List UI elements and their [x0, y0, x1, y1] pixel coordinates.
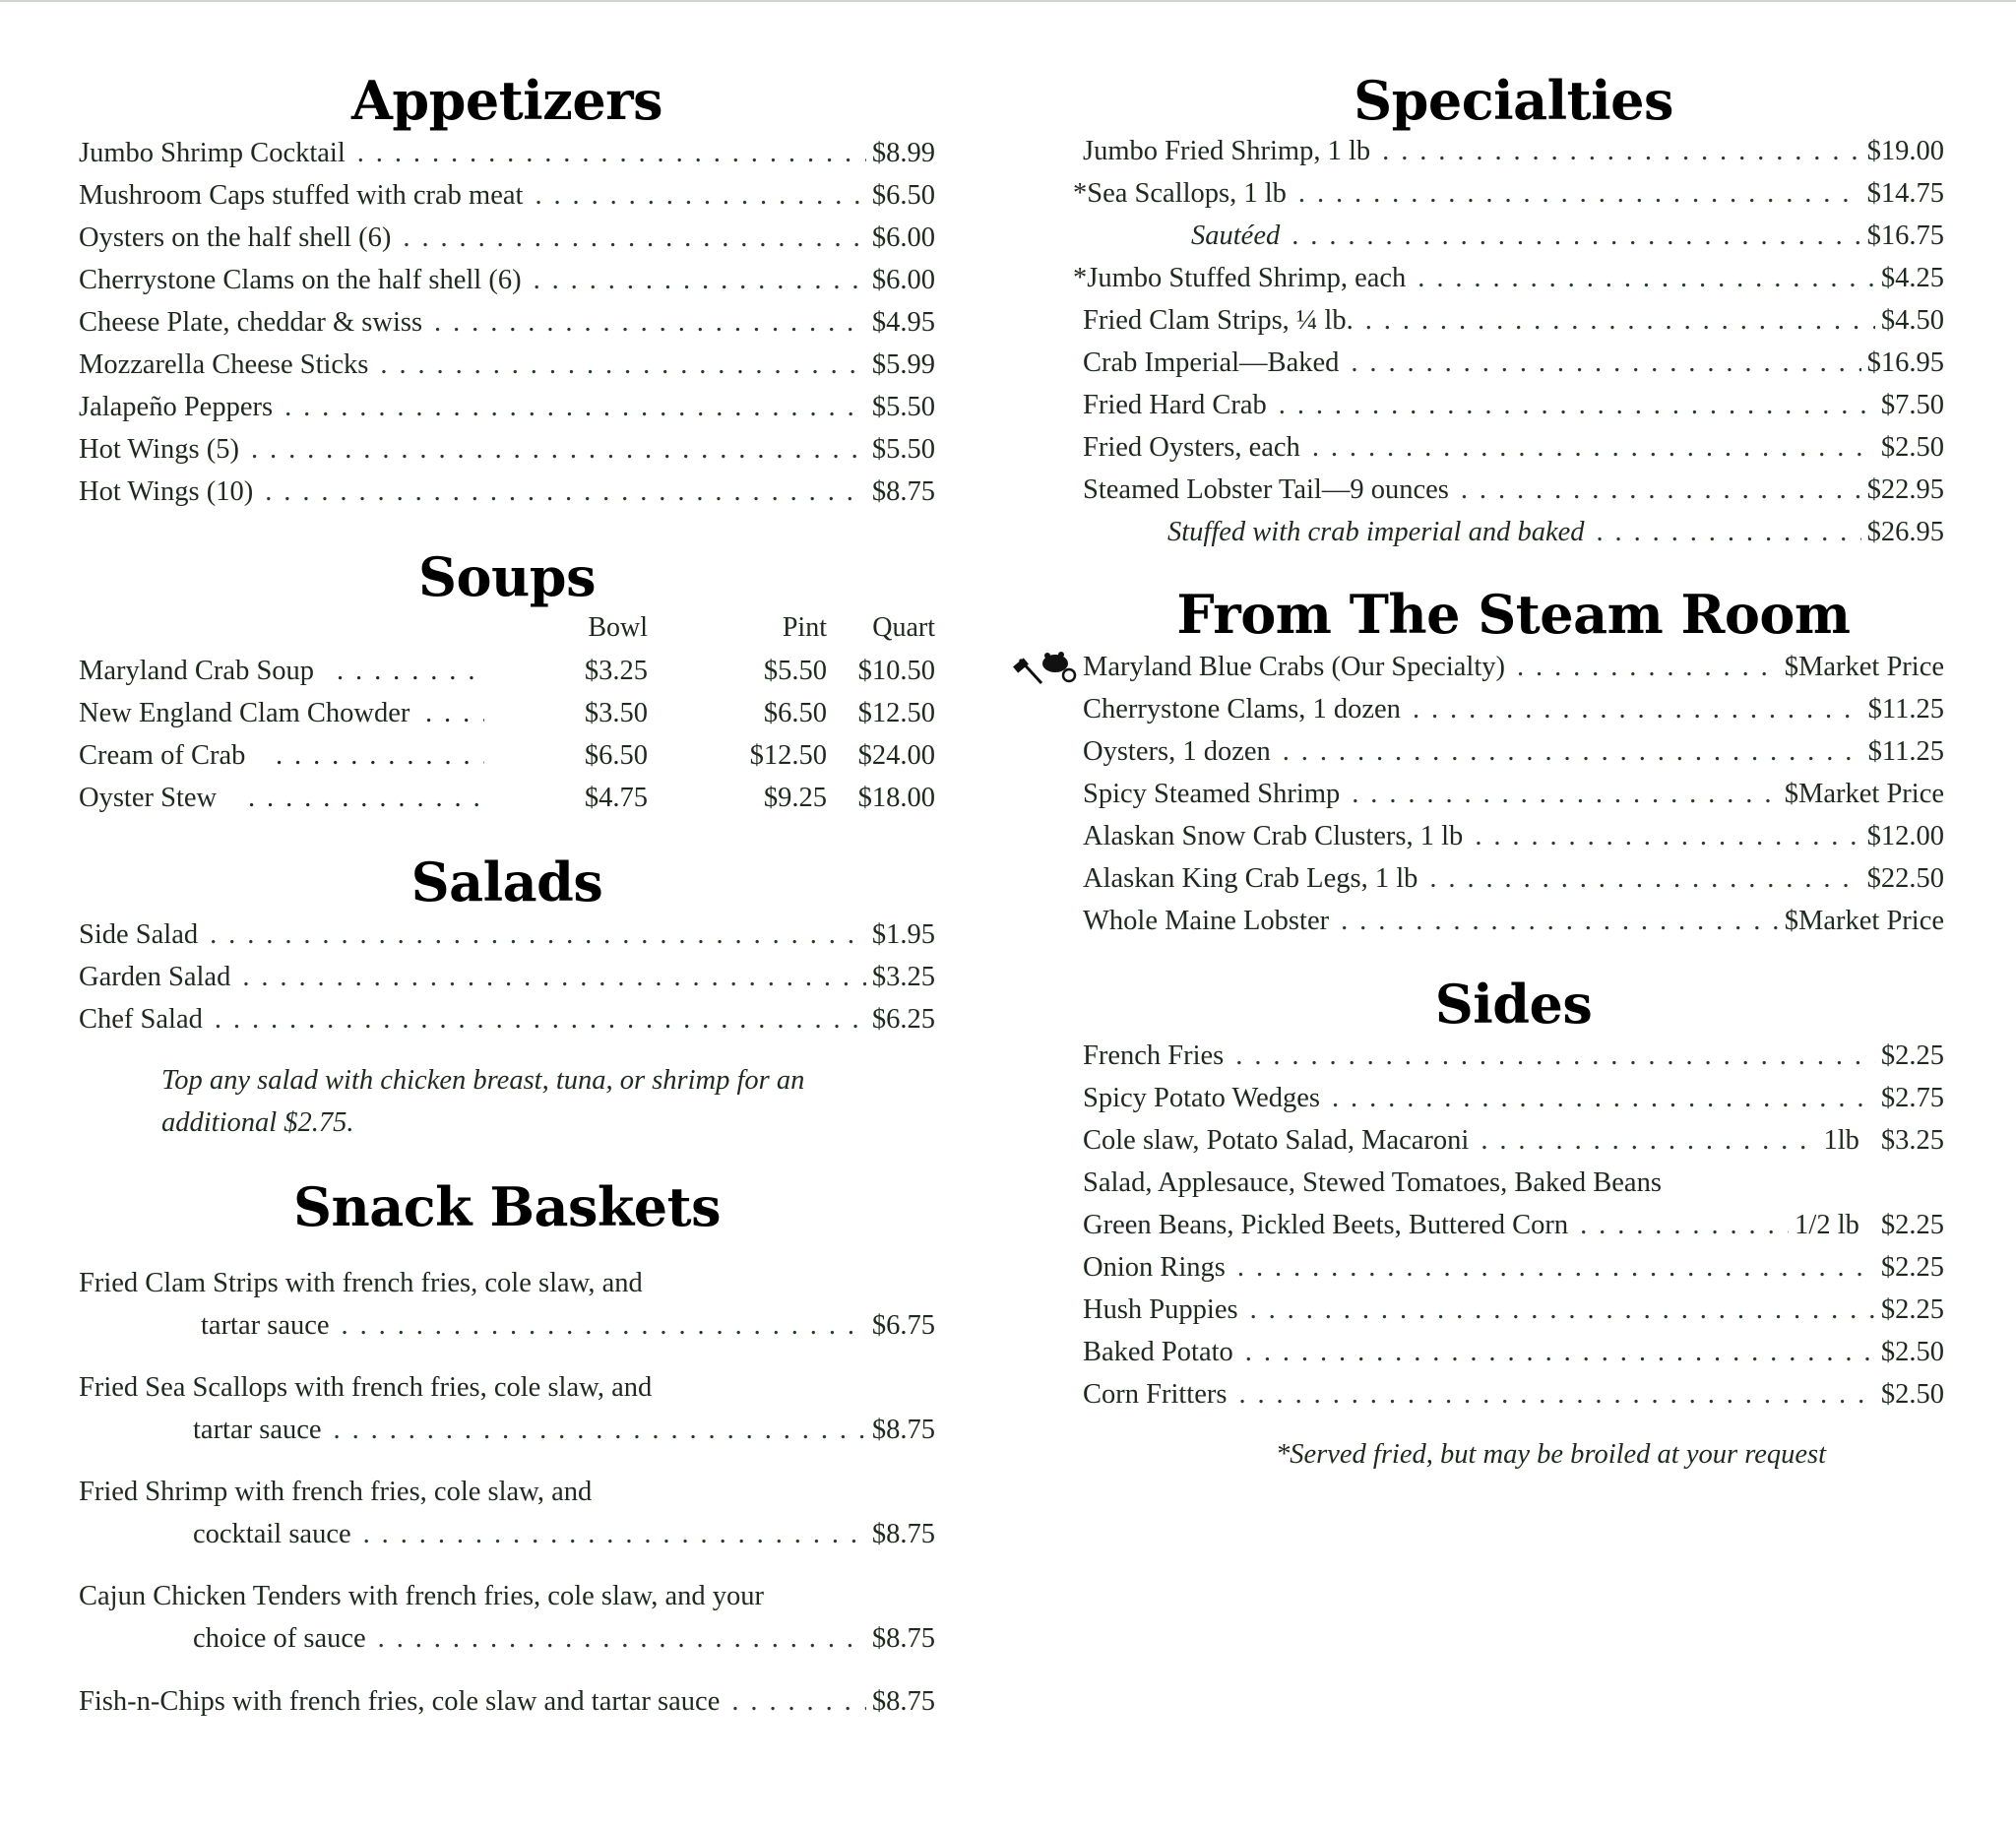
basket-item-line1: Fried Sea Scallops with french fries, cole slaw, and	[79, 1372, 653, 1403]
menu-item: Crab Imperial—Baked . . . $16.95	[1083, 342, 1944, 384]
menu-item: Mozzarella Cheese Sticks . . . $5.99	[79, 344, 935, 386]
soup-col-quart: Quart	[872, 612, 935, 643]
soups-title: Soups	[418, 545, 596, 608]
top-border-line	[0, 0, 2016, 2]
menu-item: Alaskan Snow Crab Clusters, 1 lb . . . $12.00	[1083, 815, 1944, 857]
menu-item: Whole Maine Lobster . . . $Market Price	[1083, 900, 1944, 942]
menu-item: Oysters on the half shell (6) . . . $6.00	[79, 217, 935, 259]
menu-item: Jumbo Shrimp Cocktail . . . $8.99	[79, 132, 935, 174]
menu-item: French Fries . . . $2.25	[1083, 1035, 1944, 1077]
menu-item: Corn Fritters . . . $2.50	[1083, 1373, 1944, 1416]
menu-item: Spicy Potato Wedges . . . $2.75	[1083, 1077, 1944, 1119]
menu-item: Spicy Steamed Shrimp . . . $Market Price	[1083, 773, 1944, 815]
menu-item: Jalapeño Peppers . . . $5.50	[79, 386, 935, 428]
basket-item-line1: Fried Clam Strips with french fries, cole slaw, and	[79, 1268, 643, 1298]
menu-item: *Sea Scallops, 1 lb . . . $14.75	[1073, 172, 1944, 215]
menu-item: Salad, Applesauce, Stewed Tomatoes, Baked Beans	[1083, 1167, 1662, 1198]
menu-item: Chef Salad . . . $6.25	[79, 998, 935, 1040]
menu-item: Cole slaw, Potato Salad, Macaroni . . . 1lb $3.25	[1083, 1119, 1944, 1162]
menu-item: Mushroom Caps stuffed with crab meat . . . $6.50	[79, 174, 935, 217]
specialties-title: Specialties	[1354, 69, 1673, 132]
menu-item: Side Salad . . . $1.95	[79, 914, 935, 956]
menu-item: Cherrystone Clams on the half shell (6) . . . $6.00	[79, 259, 935, 301]
menu-item: Hot Wings (10) . . . $8.75	[79, 471, 935, 513]
salad-note-line2: additional $2.75.	[161, 1107, 354, 1138]
menu-item: Hot Wings (5) . . . $5.50	[79, 428, 935, 471]
menu-item: Sautéed . . . $16.75	[1191, 215, 1944, 257]
appetizers-title: Appetizers	[350, 69, 663, 132]
menu-item: Garden Salad . . . $3.25	[79, 956, 935, 998]
menu-item: *Jumbo Stuffed Shrimp, each . . . $4.25	[1073, 257, 1944, 299]
menu-item: Maryland Blue Crabs (Our Specialty) . . . $Market Price	[1083, 646, 1944, 688]
soup-col-pint: Pint	[782, 612, 827, 643]
soup-col-bowl: Bowl	[588, 612, 648, 643]
basket-item: tartar sauce . . . $6.75	[201, 1304, 935, 1347]
sides-footnote: *Served fried, but may be broiled at your request	[1276, 1439, 1827, 1470]
soup-row: Cream of Crab . . . $6.50 $12.50 $24.00	[79, 734, 935, 777]
menu-item: Cherrystone Clams, 1 dozen . . . $11.25	[1083, 688, 1944, 730]
soup-row: Maryland Crab Soup . . . $3.25 $5.50 $10.50	[79, 650, 935, 692]
crab-mallet-icon	[1012, 650, 1081, 689]
steam-room-title: From The Steam Room	[1176, 583, 1851, 646]
menu-item: Oysters, 1 dozen . . . $11.25	[1083, 730, 1944, 773]
menu-item: Fried Clam Strips, ¼ lb. . . . $4.50	[1083, 299, 1944, 342]
menu-item: Fried Oysters, each . . . $2.50	[1083, 426, 1944, 469]
menu-item: Steamed Lobster Tail—9 ounces . . . $22.95	[1083, 469, 1944, 511]
basket-item: Fish-n-Chips with french fries, cole slaw and tartar sauce . . . $8.75	[79, 1680, 935, 1723]
menu-item: Stuffed with crab imperial and baked . . . $26.95	[1167, 511, 1944, 553]
basket-item: tartar sauce . . . $8.75	[193, 1409, 935, 1451]
menu-item: Alaskan King Crab Legs, 1 lb . . . $22.50	[1083, 857, 1944, 900]
menu-item: Onion Rings . . . $2.25	[1083, 1246, 1944, 1289]
menu-item: Baked Potato . . . $2.50	[1083, 1331, 1944, 1373]
sides-title: Sides	[1434, 973, 1593, 1036]
soup-row: New England Clam Chowder . . . $3.50 $6.50 $12.50	[79, 692, 935, 734]
basket-item: choice of sauce . . . $8.75	[193, 1617, 935, 1660]
soup-row: Oyster Stew . . . $4.75 $9.25 $18.00	[79, 777, 935, 819]
basket-item-line1: Fried Shrimp with french fries, cole slaw, and	[79, 1477, 593, 1507]
menu-item: Jumbo Fried Shrimp, 1 lb . . . $19.00	[1083, 130, 1944, 172]
basket-item: cocktail sauce . . . $8.75	[193, 1513, 935, 1555]
menu-item: Green Beans, Pickled Beets, Buttered Corn . . . 1/2 lb $2.25	[1083, 1204, 1944, 1246]
menu-item: Cheese Plate, cheddar & swiss . . . $4.95	[79, 301, 935, 344]
salad-note-line1: Top any salad with chicken breast, tuna, or shrimp for an	[161, 1065, 805, 1096]
salads-title: Salads	[410, 850, 603, 914]
basket-item-line1: Cajun Chicken Tenders with french fries, cole slaw, and your	[79, 1581, 765, 1611]
snack-baskets-title: Snack Baskets	[293, 1175, 721, 1238]
menu-item: Fried Hard Crab . . . $7.50	[1083, 384, 1944, 426]
menu-item: Hush Puppies . . . $2.25	[1083, 1289, 1944, 1331]
